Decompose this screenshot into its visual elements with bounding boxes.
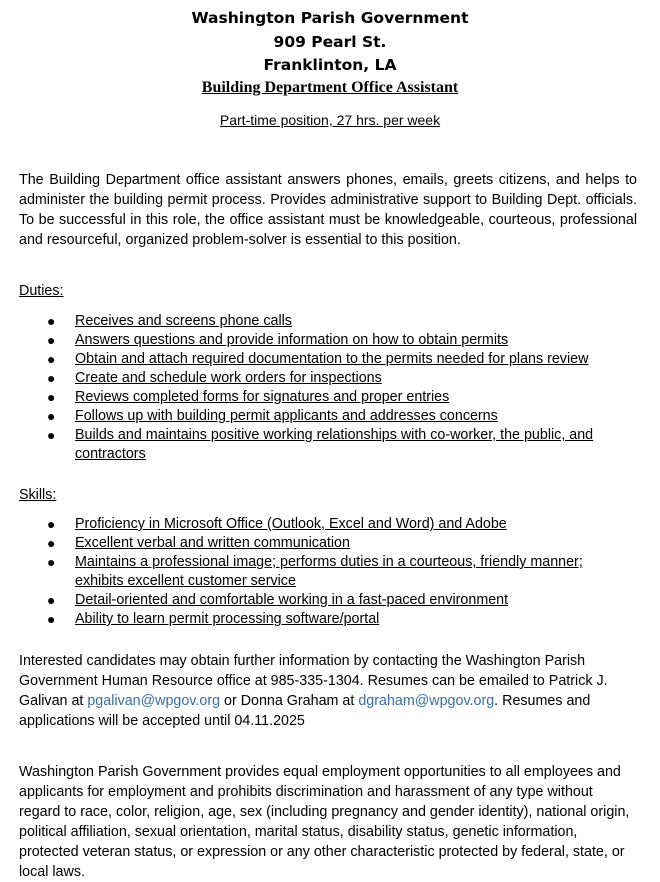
contact-text: Interested candidates may obtain further information by contacting the Washington Parish Government Human Resource office at 985-335-1304. Resumes can be emailed to Patrick J. Galivan at: [19, 653, 608, 709]
bullet-icon: ●: [47, 592, 56, 608]
skills-list: [0, 515, 660, 629]
skill-text: Excellent verbal and written communication: [75, 535, 350, 551]
duty-text: Receives and screens phone calls: [75, 313, 292, 329]
list-item: [0, 515, 620, 534]
org-address: 909 Pearl St.: [273, 33, 387, 51]
contact-text: or Donna Graham at: [224, 693, 355, 709]
bullet-icon: ●: [47, 408, 56, 424]
list-item: [0, 534, 620, 553]
skill-text: Ability to learn permit processing software/portal: [75, 611, 380, 627]
list-item: [0, 350, 620, 369]
eeo-statement: Washington Parish Government provides equal employment opportunities to all employees and applicants for employment and prohibits discrimination and harassment of any type without regard to race, color, religion, age, sex (including pregnancy and gender identity), national origin, political affiliation, sexual orientation, marital status, disability status, genetic information, protected veteran status, or expression or any other characteristic protected by federal, state, or local laws.: [19, 764, 630, 880]
bullet-icon: ●: [47, 332, 56, 348]
org-name: Washington Parish Government: [191, 9, 469, 27]
list-item: [0, 591, 620, 610]
list-item: [0, 426, 620, 464]
list-item: [0, 553, 620, 591]
duties-list: [0, 312, 660, 464]
bullet-icon: ●: [47, 554, 56, 570]
list-item: [0, 388, 620, 407]
deadline-date: 04.11.2025: [234, 713, 305, 729]
bullet-icon: ●: [47, 427, 56, 443]
skill-text: Proficiency in Microsoft Office (Outlook, Excel and Word) and Adobe: [75, 516, 507, 532]
bullet-icon: ●: [47, 535, 56, 551]
bullet-icon: ●: [47, 516, 56, 532]
bullet-icon: ●: [47, 351, 56, 367]
position-type: Part-time position, 27 hrs. per week: [219, 112, 441, 128]
duty-text: Create and schedule work orders for inspections: [75, 370, 382, 386]
email-link-galivan[interactable]: pgalivan@wpgov.org: [87, 693, 221, 709]
duty-text: Obtain and attach required documentation to the permits needed for plans review: [75, 351, 589, 367]
list-item: [0, 331, 620, 350]
duty-text: Builds and maintains positive working relationships with co-worker, the public, and contractors: [75, 427, 594, 462]
bullet-icon: ●: [47, 389, 56, 405]
contact-paragraph: [19, 651, 637, 731]
list-item: [0, 369, 620, 388]
bullet-icon: ●: [47, 611, 56, 627]
intro-paragraph: The Building Department office assistant answers phones, emails, greets citizens, and helps to administer the building permit process. Provides administrative support to Building Dept. officials. To be successful in this role, the office assistant must be knowledgeable, courteous, professional and resourceful, organized problem-solver is essential to this position.: [19, 172, 637, 248]
list-item: [0, 312, 620, 331]
skill-text: Maintains a professional image; performs duties in a courteous, friendly manner; exhibits excellent customer service: [75, 554, 583, 589]
duty-text: Follows up with building permit applicants and addresses concerns: [75, 408, 498, 424]
job-title: Building Department Office Assistant: [201, 79, 459, 96]
list-item: [0, 610, 620, 629]
duty-text: Reviews completed forms for signatures and proper entries: [75, 389, 450, 405]
skills-label: Skills:: [19, 487, 57, 503]
list-item: [0, 407, 620, 426]
duties-label: Duties:: [19, 283, 64, 299]
email-link-graham[interactable]: dgraham@wpgov.org: [358, 693, 495, 709]
org-city: Franklinton, LA: [263, 56, 397, 74]
skill-text: Detail-oriented and comfortable working in a fast-paced environment: [75, 592, 509, 608]
duty-text: Answers questions and provide information on how to obtain permits: [75, 332, 509, 348]
bullet-icon: ●: [47, 370, 56, 386]
bullet-icon: ●: [47, 313, 56, 329]
contact-text: . Resumes and applications will be accepted until: [19, 693, 591, 729]
